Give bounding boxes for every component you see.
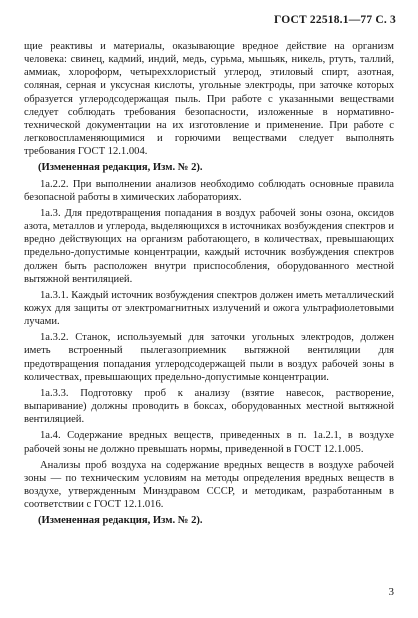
paragraph-continuation: щие реактивы и материалы, оказывающие вредное действие на организм человека: свинец, кадмий, индий, медь, сурьма, мышьяк, никель, ртуть, таллий, аммиак, хлороформ, четыреххлористый углерод, этиловый спирт, азотная, соляная, серная и уксусная кислоты, угольные электроды, при заточке которых образуется углеродсодержащая пыль. При работе с указанными веществами следует соблюдать требования безопасности, изложенные в нормативно-технической документации на их изготовление и применение. При работе с легковоспламеняющимися и горючими веществами следует выполнять требования ГОСТ 12.1.004.: [24, 41, 394, 158]
document-body: [24, 40, 394, 530]
paragraph-1a-4: 1а.4. Содержание вредных веществ, приведенных в п. 1а.2.1, в воздухе рабочей зоны не должно превышать нормы, приведенной в ГОСТ 12.1.005.: [24, 430, 394, 455]
paragraph-1a-3: 1а.3. Для предотвращения попадания в воздух рабочей зоны озона, оксидов азота, металлов и углерода, выделяющихся в источниках возбуждения спектров и вредно действующих на организм работающего, в количествах, превышающих предельно-допустимые концентрации, каждый источник возбуждения спектров должен быть расположен внутри приспособления, оборудованного местной вытяжной вентиляцией.: [24, 207, 394, 285]
paragraph-1a-3-3: 1а.3.3. Подготовку проб к анализу (взятие навесок, растворение, выпаривание) должны проводить в боксах, оборудованных местной вытяжной вентиляцией.: [24, 387, 394, 426]
paragraph-1a-2-2: 1а.2.2. При выполнении анализов необходимо соблюдать основные правила безопасной работы в химических лабораториях.: [24, 178, 394, 203]
paragraph-air-analysis: Анализы проб воздуха на содержание вредных веществ в воздухе рабочей зоны — по техническим условиям на методы определения вредных веществ в воздухе, утвержденным Минздравом СССР, и методикам, разработанным в соответствии с ГОСТ 12.1.016.: [24, 459, 394, 511]
amendment-note: (Измененная редакция, Изм. № 2).: [38, 162, 203, 174]
page-header: ГОСТ 22518.1—77 С. 3: [273, 14, 396, 26]
paragraph-1a-3-2: 1а.3.2. Станок, используемый для заточки угольных электродов, должен иметь встроенный пылегазоприемник вытяжной вентиляции для предотвращения попадания углеродсодержащей пыли в воздух рабочей зоны в количествах, превышающих предельно-допустимые концентрации.: [24, 332, 394, 383]
amendment-note: (Измененная редакция, Изм. № 2).: [38, 515, 203, 527]
page-number: 3: [388, 586, 394, 598]
paragraph-1a-3-1: 1а.3.1. Каждый источник возбуждения спектров должен иметь металлический кожух для защиты от электромагнитных излучений и ожога ультрафиолетовыми лучами.: [24, 289, 394, 328]
